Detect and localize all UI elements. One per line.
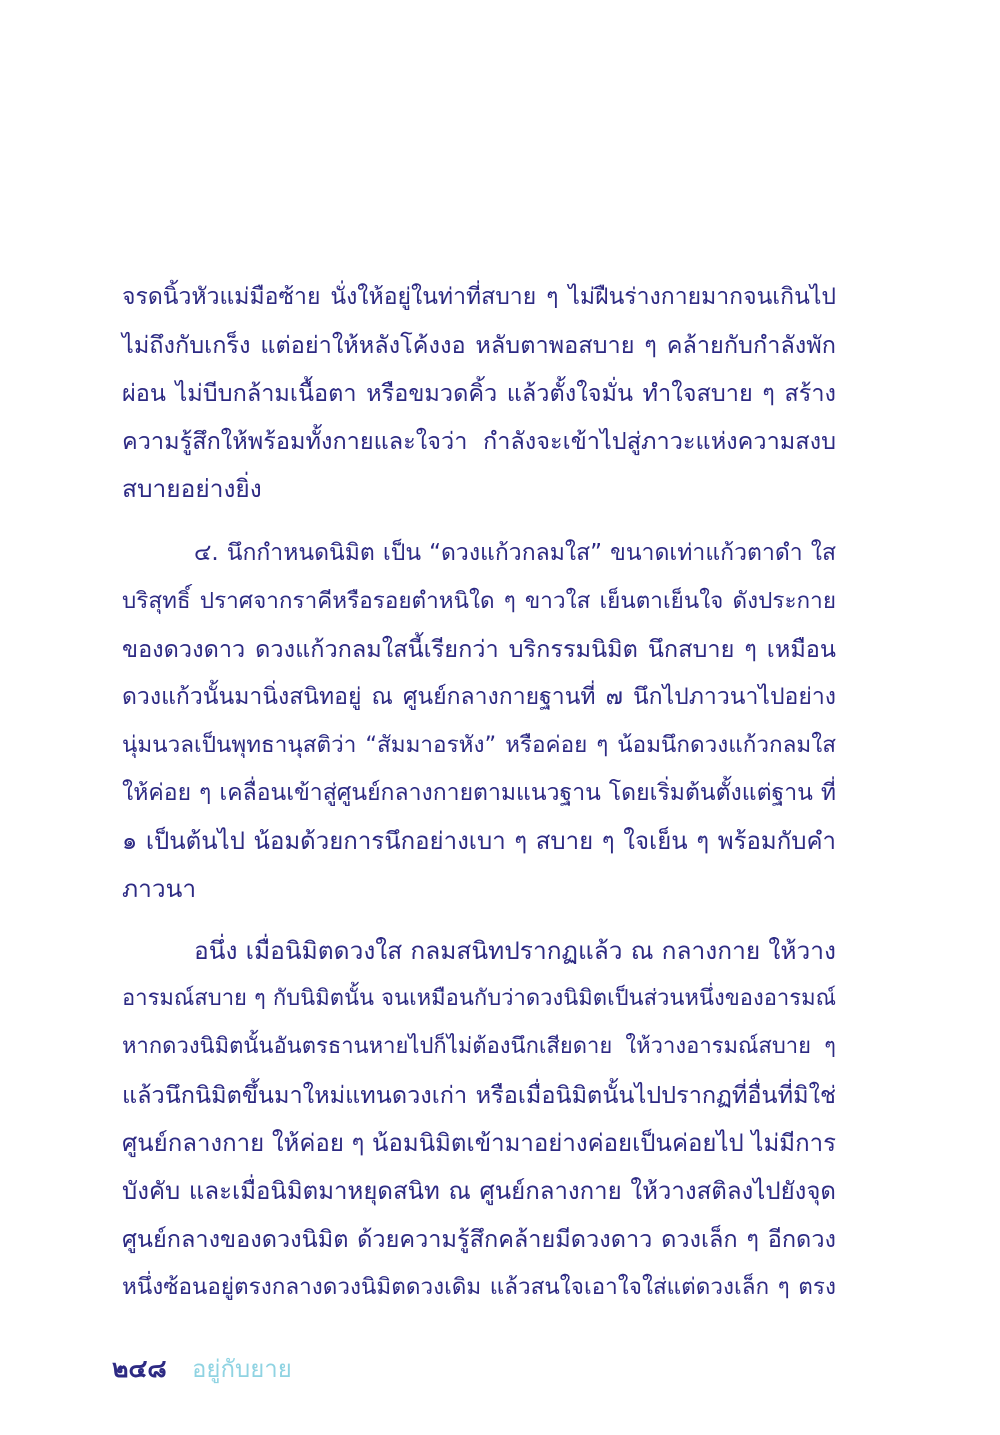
- text-line: หากดวงนิมิตนั้นอันตรธานหายไปก็ไม่ต้องนึกเสียดาย ให้วางอารมณ์สบาย ๆ: [122, 1034, 836, 1059]
- text-line: ของดวงดาว ดวงแก้วกลมใสนี้เรียกว่า บริกรรมนิมิต นึกสบาย ๆ เหมือน: [122, 635, 836, 663]
- text-line: อารมณ์สบาย ๆ กับนิมิตนั้น จนเหมือนกับว่าดวงนิมิตเป็นส่วนหนึ่งของอารมณ์: [122, 986, 836, 1011]
- text-line: ศูนย์กลางของดวงนิมิต ด้วยความรู้สึกคล้ายมีดวงดาว ดวงเล็ก ๆ อีกดวง: [122, 1225, 836, 1253]
- text-line: ดวงแก้วนั้นมานิ่งสนิทอยู่ ณ ศูนย์กลางกายฐานที่ ๗ นึกไปภาวนาไปอย่าง: [122, 684, 836, 710]
- text-line: อนึ่ง เมื่อนิมิตดวงใส กลมสนิทปรากฏแล้ว ณ กลางกาย ให้วาง: [194, 936, 836, 965]
- text-line: ผ่อน ไม่บีบกล้ามเนื้อตา หรือขมวดคิ้ว แล้วตั้งใจมั่น ทำใจสบาย ๆ สร้าง: [122, 379, 836, 407]
- text-line: ความรู้สึกให้พร้อมทั้งกายและใจว่า กำลังจะเข้าไปสู่ภาวะแห่งความสงบ: [122, 427, 836, 455]
- text-line: ศูนย์กลางกาย ให้ค่อย ๆ น้อมนิมิตเข้ามาอย่างค่อยเป็นค่อยไป ไม่มีการ: [122, 1129, 837, 1157]
- text-line: ๔. นึกกำหนดนิมิต เป็น “ดวงแก้วกลมใส” ขนาดเท่าแก้วตาดำ ใส: [194, 540, 836, 566]
- text-line: จรดนิ้วหัวแม่มือซ้าย นั่งให้อยู่ในท่าที่สบาย ๆ ไม่ฝืนร่างกายมากจนเกินไป: [122, 284, 836, 310]
- text-line: หนึ่งซ้อนอยู่ตรงกลางดวงนิมิตดวงเดิม แล้วสนใจเอาใจใส่แต่ดวงเล็ก ๆ ตรง: [122, 1274, 836, 1300]
- text-line: สบายอย่างยิ่ง: [122, 474, 262, 503]
- text-line: ให้ค่อย ๆ เคลื่อนเข้าสู่ศูนย์กลางกายตามแนวฐาน โดยเริ่มต้นตั้งแต่ฐาน ที่: [122, 780, 836, 806]
- text-line: บริสุทธิ์ ปราศจากราคีหรือรอยตำหนิใด ๆ ขาวใส เย็นตาเย็นใจ ดังประกาย: [122, 588, 836, 614]
- running-footer-title: อยู่กับยาย: [192, 1355, 292, 1383]
- text-line: นุ่มนวลเป็นพุทธานุสติว่า “สัมมาอรหัง” หรือค่อย ๆ น้อมนึกดวงแก้วกลมใส: [122, 732, 836, 758]
- text-line: ๑ เป็นต้นไป น้อมด้วยการนึกอย่างเบา ๆ สบาย ๆ ใจเย็น ๆ พร้อมกับคำ: [122, 827, 836, 855]
- text-line: ภาวนา: [122, 874, 197, 903]
- page-number: ๒๔๘: [112, 1354, 167, 1383]
- text-line: แล้วนึกนิมิตขึ้นมาใหม่แทนดวงเก่า หรือเมื่อนิมิตนั้นไปปรากฏที่อื่นที่มิใช่: [122, 1081, 836, 1109]
- text-line: บังคับ และเมื่อนิมิตมาหยุดสนิท ณ ศูนย์กลางกาย ให้วางสติลงไปยังจุด: [122, 1177, 836, 1205]
- text-line: ไม่ถึงกับเกร็ง แต่อย่าให้หลังโค้งงอ หลับตาพอสบาย ๆ คล้ายกับกำลังพัก: [122, 331, 836, 359]
